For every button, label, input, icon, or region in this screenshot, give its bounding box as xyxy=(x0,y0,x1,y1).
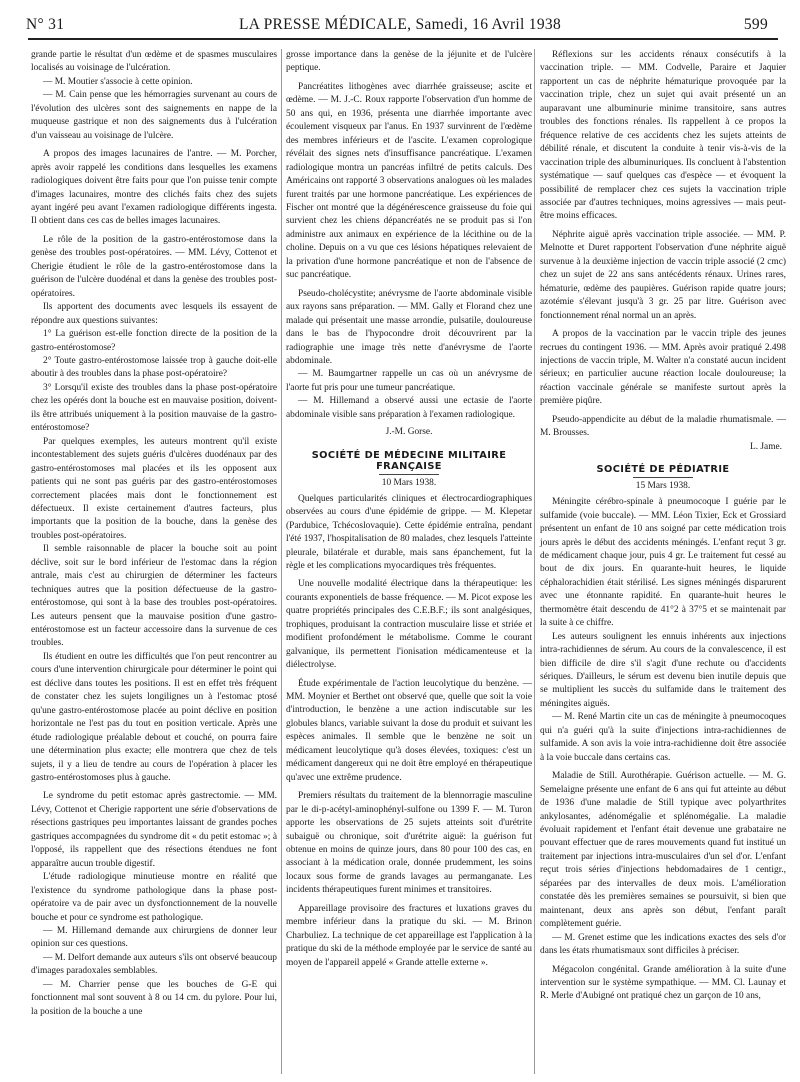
paragraph: A propos de la vaccination par le vaccin triple des jeunes recrues du contingent 1936. — MM. Après avoir pratiqué 2.498 injections de vaccin triple, M. Walter n'a constaté aucun incident sérieux; en particulier aucune réaction locale douloureuse; la réaction vaccinale générale se manifeste surtout après la première piqûre. xyxy=(540,329,786,407)
paragraph: Une nouvelle modalité électrique dans la thérapeutique: les courants exponentiels de basse fréquence. — M. Picot expose les quatre propriétés principales des C.E.B.F.; ils sont analgésiques, trophiques, produisant la contraction musculaire lisse et striée et modifient profondément le métabolisme. Comme le courant galvanique, ils permettent l'ionisation médicamenteuse et la diélectrolyse. xyxy=(286,579,532,671)
issue-number: N° 31 xyxy=(26,16,65,33)
page-number: 599 xyxy=(743,16,768,33)
paragraph: Ils étudient en outre les difficultés que l'on peut rencontrer au cours d'une intervention chirurgicale pour déterminer le point qui est déclive dans toutes les positions. Il est en effet très fréquent de constater chez les sujets longilignes un à l'estomac ptosé qu'une gastro-entérostomose placée au point déclive en position horizontale ne l'est pas du tout en position verticale. Après une étude radiologique préalable debout et couché, on pourra faire une détermination plus exacte; elle montrera que chez de tels sujets, il y a lieu de tendre au cours de l'opération à placer les gastro-entérostomoses plus à gauche. xyxy=(31,651,277,784)
section-heading: SOCIÉTÉ DE MÉDECINE MILITAIRE FRANÇAISE xyxy=(286,450,532,475)
session-date: 10 Mars 1938. xyxy=(381,477,437,488)
heading-rule xyxy=(633,477,693,478)
column-divider xyxy=(534,49,535,1074)
paragraph: Premiers résultats du traitement de la blennorragie masculine par le di-p-acétyl-aminophényl-sulfone ou 1399 F. — M. Turon apporte les observations de 25 sujets atteints soit d'urétrite subaiguë ou chronique, soit d'urétrite aiguë: la guérison fut obtenue en moins de quinze jours, dans 80 pour 100 des cas, en associant à la médication orale, donnée prudemment, les soins locaux sous forme de grands lavages au permanganate. Les incidents thérapeutiques furent minimes et transitoires. xyxy=(286,791,532,896)
paragraph: Pancréatites lithogènes avec diarrhée graisseuse; ascite et œdème. — M. J.-C. Roux rapporte l'observation d'un homme de 50 ans qui, en 1936, présenta une diarrhée importante avec écoulement visqueux par l'anus. En 1937 survinrent de l'œdème des membres inférieurs et de l'ascite. L'examen coprologique révélait des signes nets d'insuffisance pancréatique. L'examen radiologique montra un pancréas infiltré de petits calculs. Des Américains ont rapporté 3 observations analogues où les malades furent traités par une hormone pancréatique. Les expériences de Fischer ont montré que la dégénérescence graisseuse du foie qui survient chez les chiens dépancréatés ne se produit pas si l'on administre aux animaux en expérience de la lécithine ou de la choline. Depuis on a vu que ces lésions hépatiques relevaient de la privation d'une hormone pancréatique et non de l'absence de suc pancréatique. xyxy=(286,81,532,281)
paragraph: 3° Lorsqu'il existe des troubles dans la phase post-opératoire chez les opérés dont la bouche est en mauvaise position, doivent-ils être attribués uniquement à la position mauvaise de la gastro-entérostomose? xyxy=(31,382,277,434)
running-header xyxy=(18,14,782,34)
paragraph: — M. Grenet estime que les indications exactes des sels d'or dans les états rhumatismaux sont difficiles à préciser. xyxy=(540,932,786,957)
paragraph: grosse importance dans la genèse de la jéjunite et de l'ulcère peptique. xyxy=(286,50,532,74)
paragraph: grande partie le résultat d'un œdème et de spasmes musculaires localisés au voisinage de l'ulcération. xyxy=(31,50,277,74)
paragraph: Étude expérimentale de l'action leucolytique du benzène. — MM. Moynier et Berthet ont observé que, quelle que soit la voie d'introduction, le benzène a une action indiscutable sur les globules blancs, variable suivant la dose du produit et suivant les espèces animales. Il semble que le benzène ne soit un médicament leucolytique qu'à doses élevées, toxiques: c'est un médicament dangereux qui ne doit être employé en thérapeutique qu'avec une extrême prudence. xyxy=(286,678,532,783)
paragraph: — M. Hillemand demande aux chirurgiens de donner leur opinion sur ces questions. xyxy=(31,926,277,950)
header-rule xyxy=(28,38,778,40)
section-heading: SOCIÉTÉ DE PÉDIATRIE xyxy=(540,464,786,478)
paragraph: — M. Hillemand a observé aussi une ectasie de l'aorte abdominale visible sans préparation à l'examen radiologique. xyxy=(286,396,532,420)
paragraph: A propos des images lacunaires de l'antre. — M. Porcher, après avoir rappelé les conditions dans lesquelles les examens radiologiques doivent être faits pour que l'on puisse tenir compte d'images lacunaires, montre des clichés faits chez des sujets ayant ingéré peu avant l'examen radiologique différents ingesta. Il obtient dans ces cas de belles images lacunaires. xyxy=(31,149,277,227)
column-1 xyxy=(31,49,277,1079)
paragraph: — M. Charrier pense que les bouches de G-E qui fonctionnent mal sont souvent à 8 ou 14 cm. du pylore. Pour lui, la position de la bouche a une xyxy=(31,979,277,1017)
column-divider xyxy=(281,49,282,1074)
paragraph: Quelques particularités cliniques et électrocardiographiques observées au cours d'une épidémie de grippe. — M. Klepetar (Pardubice, Tchécoslovaquie). Cette épidémie entraîna, pendant l'été 1937, l'hospitalisation de 80 malades, chez lesquels l'atteinte pleurale, bilatérale et durable, mais sans épanchement, fut la règle et les complications myocardiques très fréquentes. xyxy=(286,493,532,571)
paragraph: — M. Moutier s'associe à cette opinion. xyxy=(43,76,193,87)
paragraph: Réflexions sur les accidents rénaux consécutifs à la vaccination triple. — MM. Codvelle, Paraire et Jaquier rapportent un cas de néphrite hématurique provoquée par la vaccination triple, chez un sujet qui avait présenté un an auparavant une albuminurie minime transitoire, sans autres troubles des fonctions rénales. Ils rappellent à ce propos la fréquence relative de ces accidents chez les sujets atteints de débilité rénale, et discutent la conduite à tenir vis-à-vis de la vaccination triple des albuminuriques. Ils concluent à l'abstention systématique — sauf quelques cas d'espèce — et évoquent la possibilité de remplacer chez ces sujets la vaccination triple associée par d'autres techniques, moins agressives — mais peut-être moins efficaces. xyxy=(540,50,786,222)
paragraph: — M. Baumgartner rappelle un cas où un anévrysme de l'aorte fut pris pour une tumeur pancréatique. xyxy=(286,369,532,393)
session-date: 15 Mars 1938. xyxy=(635,481,691,492)
signature: J.-M. Gorse. xyxy=(385,427,433,438)
column-2 xyxy=(286,49,532,968)
paragraph: 1° La guérison est-elle fonction directe de la position de la gastro-entérostomose? xyxy=(31,329,277,353)
paragraph: Pseudo-cholécystite; anévrysme de l'aorte abdominale visible aux rayons sans préparation. — MM. Gally et Florand chez une malade qui présentait une masse arrondie, pulsatile, douloureuse dans le bas de l'hypocondre droit découvrirent par la radiographie une image très nette d'anévrysme de l'aorte abdominale. xyxy=(286,288,532,366)
paragraph: Mégacolon congénital. Grande amélioration à la suite d'une intervention sur le système sympathique. — MM. Cl. Launay et R. Merle d'Aubigné ont pratiqué chez un garçon de 10 ans, xyxy=(540,964,786,1002)
heading-rule xyxy=(379,474,439,475)
paragraph: Il semble raisonnable de placer la bouche soit au point déclive, soit sur le bord inférieur de l'estomac dans la région antrale, mais c'est au chirurgien de déterminer les facteurs techniques autres que la position défectueuse de la gastro-entérostomose, qui sont à la base des troubles post-opératoires. Les auteurs pensent que la mauvaise position d'une gastro-entérostomose est un facteur accessoire dans la survenue de ces troubles. xyxy=(31,544,277,649)
paragraph: Les auteurs soulignent les ennuis inhérents aux injections intra-rachidiennes de sérum. Au cours de la convalescence, il est bien difficile de dire s'il s'agit d'une rechute ou d'accidents sériques. D'ailleurs, le sérum est devenu bien inutile depuis que se multiplient les succès du sulfamide dans le traitement des méningites aiguës. xyxy=(540,631,786,709)
paragraph: 2° Toute gastro-entérostomose laissée trop à gauche doit-elle aboutir à des troubles dans la phase post-opératoire? xyxy=(31,355,277,380)
paragraph: Par quelques exemples, les auteurs montrent qu'il existe incontestablement des sujets guéris d'ulcères duodénaux par des gastro-entérostomoses mal placées et ils les opposent aux patients qui ne sont pas guéris par des gastro-entérostomoses correctement placées mais dont le fonctionnement est défectueux. Il existe certainement d'autres facteurs, plus importants que la position de la bouche, dans la genèse des troubles post-opératoires. xyxy=(31,436,277,541)
paragraph: Le syndrome du petit estomac après gastrectomie. — MM. Lévy, Cottenot et Cherigie rapportent une série d'observations de résections gastriques peu importantes laissant de grandes poches gastriques accompagnées du syndrome dit « du petit estomac »; à l'opposé, ils rappellent que des résections étendues ne font apparaître aucun trouble digestif. xyxy=(31,791,277,869)
paragraph: Le rôle de la position de la gastro-entérostomose dans la genèse des troubles post-opératoires. — MM. Lévy, Cottenot et Cherigie étudient le rôle de la gastro-entérostomose dans la guérison de l'ulcère duodénal et dans la genèse des troubles post-opératoires. xyxy=(31,234,277,299)
column-3 xyxy=(540,49,786,1079)
paragraph: Ils apportent des documents avec lesquels ils essayent de répondre aux questions suivantes: xyxy=(31,302,277,326)
paragraph: Néphrite aiguë après vaccination triple associée. — MM. P. Melnotte et Duret rapportent l'observation d'une néphrite aiguë survenue à la deuxième injection de vaccin triple associé (2 cmc) chez un sujet de 22 ans sans antécédents rénaux. Urines rares, hématurie, œdème des paupières. Guérison rapide quatre jours; azotémie s'élevant jusqu'à 3 gr. 25 par litre. Guérison avec fonctionnement rénal normal un an après. xyxy=(540,229,786,321)
paragraph: — M. René Martin cite un cas de méningite à pneumocoques qui n'a guéri qu'à la suite d'injections intra-rachidiennes de sulfamide. A son avis la voie intra-rachidienne doit être associée à la voie buccale dans certains cas. xyxy=(540,712,786,763)
paragraph: — M. Delfort demande aux auteurs s'ils ont observé beaucoup d'images paradoxales semblables. xyxy=(31,952,277,977)
paragraph: L'étude radiologique minutieuse montre en réalité que l'existence du syndrome pathologique dans la phase post-opératoire va de pair avec un dysfonctionnement de la nouvelle bouche et pour ce syndrome est pathologique. xyxy=(31,872,277,923)
paragraph: Appareillage provisoire des fractures et luxations graves du membre inférieur dans la pratique du ski. — M. Brinon Charbuliez. La technique de cet appareillage est l'application à la pratique du ski de la méthode employée par le service de santé au moyen de l'appareil appelé « Grande attelle externe ». xyxy=(286,903,532,968)
paragraph: — M. Cain pense que les hémorragies survenant au cours de l'évolution des ulcères sont des saignements en nappe de la muqueuse gastrique et non des saignements dus à l'ulcération d'un vaisseau au voisinage de l'ulcère. xyxy=(31,90,277,141)
journal-title: LA PRESSE MÉDICALE, Samedi, 16 Avril 1938 xyxy=(238,16,562,33)
paragraph: Pseudo-appendicite au début de la maladie rhumatismale. — M. Brousses. xyxy=(540,414,786,439)
paragraph: Maladie de Still. Aurothérapie. Guérison actuelle. — M. G. Semelaigne présente une enfant de 6 ans qui fut atteinte au début de 1936 d'une maladie de Still typique avec polyarthrites ankylosantes, adénomégalie et splénomégalie. La maladie évoluait rapidement et l'enfant était devenue une grabataire ne pouvant effectuer que de rares mouvements quand fut institué un traitement par injections intra-musculaires d'un sel d'or. L'enfant reçut trois séries d'injections hebdomadaires de 1 centigr., séparées par des intervalles de deux mois. L'amélioration constatée dès les premières semaines se poursuivit, si bien que maintenant, deux ans après son début, l'enfant paraît complètement guérie. xyxy=(540,771,786,930)
paragraph: Méningite cérébro-spinale à pneumocoque I guérie par le sulfamide (voie buccale). — MM. Léon Tixier, Eck et Grossiard présentent un enfant de 10 ans soigné par cette médication trois jours après le début des accidents méningés. L'enfant reçut 3 gr. de médicament chaque jour, puis 4 gr. Le traitement fut cessé au bout de dix jours. En quarante-huit heures, le liquide céphalorachidien était stérilisé. Les signes méningés disparurent avec une étonnante rapidité. En quarante-huit heures le thermomètre était descendu de 41°2 à 37°5 et se maintenait par la suite à ce chiffre. xyxy=(540,497,786,629)
signature: L. Jame. xyxy=(749,441,782,452)
